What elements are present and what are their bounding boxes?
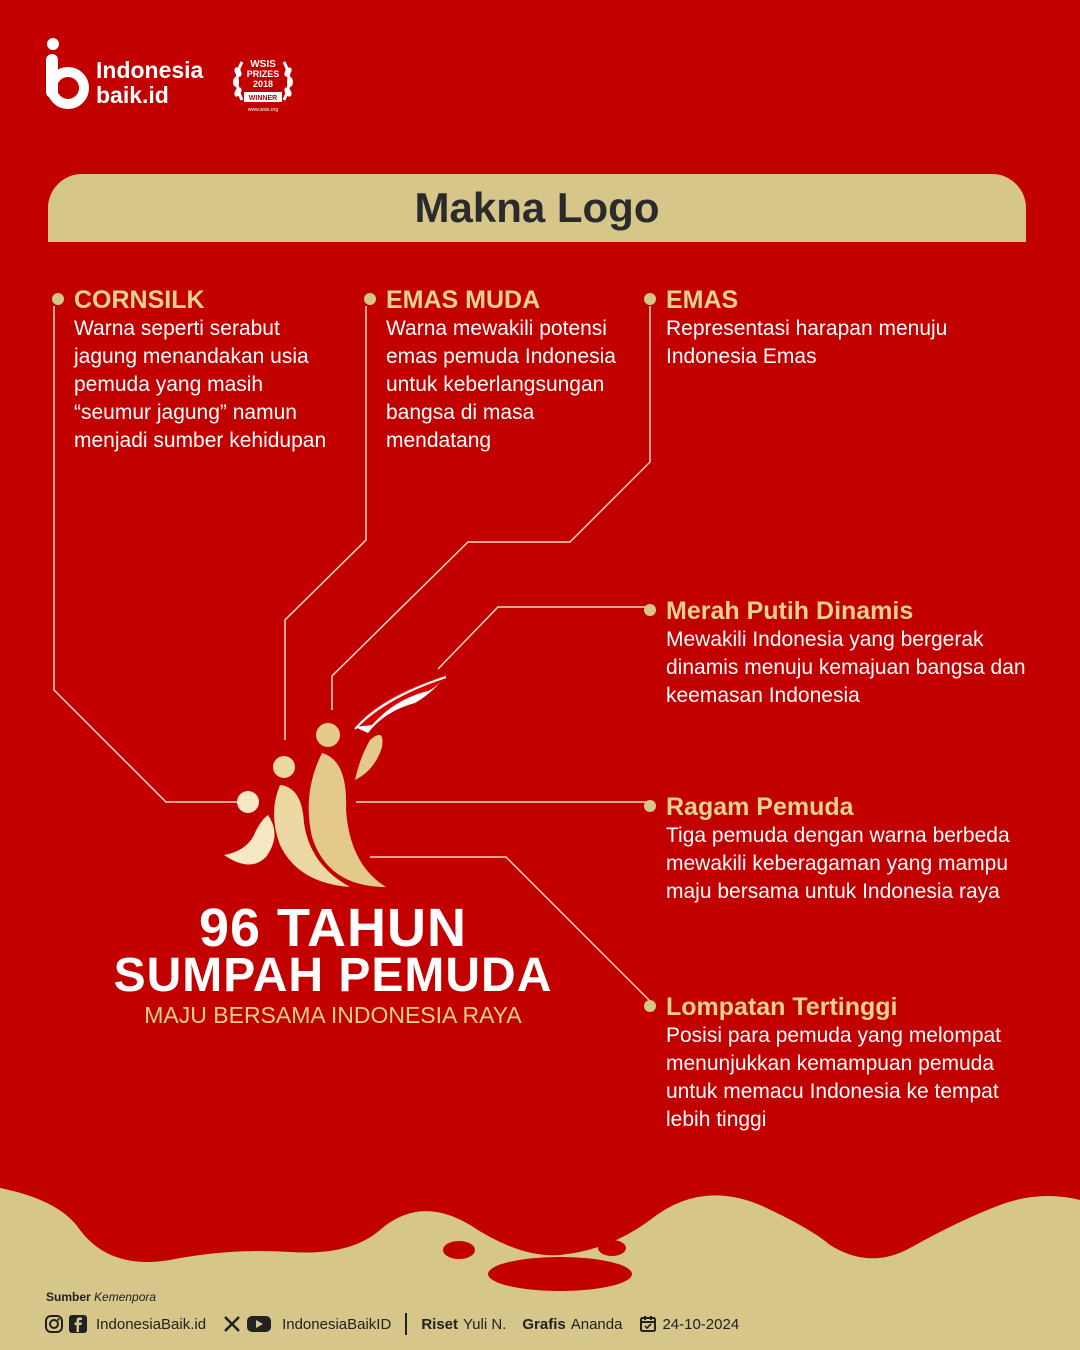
callout-heading: Merah Putih Dinamis (666, 597, 914, 625)
callout-heading: CORNSILK (74, 286, 205, 314)
callout-heading: EMAS MUDA (386, 286, 541, 314)
footer-blob-left (443, 1241, 475, 1259)
callout-ragam-pemuda (666, 792, 1056, 906)
footer-blob-center (488, 1257, 632, 1291)
publish-date: 24-10-2024 (662, 1315, 740, 1333)
head-cornsilk (237, 791, 259, 813)
instagram-icon[interactable] (44, 1314, 64, 1334)
riset-label: Riset (421, 1315, 458, 1333)
callout-cornsilk (74, 285, 334, 455)
logo-title-line1: 96 TAHUN (198, 898, 468, 958)
x-twitter-icon[interactable] (222, 1314, 242, 1334)
award-year-text: 2018 (252, 79, 274, 89)
grafis-value: Ananda (570, 1315, 623, 1333)
grafis-label: Grafis (522, 1315, 566, 1333)
brand-name-line1: Indonesia (96, 57, 204, 83)
page-title: Makna Logo (414, 184, 660, 231)
callout-body: Representasi harapan menuju Indonesia Emas (666, 317, 948, 368)
youtube-icon[interactable] (246, 1314, 272, 1334)
callout-merah-putih (666, 596, 1036, 710)
facebook-icon[interactable] (68, 1314, 88, 1334)
callout-body: Mewakili Indonesia yang bergerak dinamis menuju kemajuan bangsa dan keemasan Indonesia (666, 628, 1026, 707)
head-emas (316, 723, 340, 747)
award-wsis-text: WSIS (250, 59, 276, 70)
callout-heading: EMAS (666, 286, 739, 314)
brand-name-line2: baik.id (96, 82, 169, 108)
body-cornsilk (224, 815, 275, 865)
bullet-dot (364, 293, 376, 305)
callout-emas-muda (386, 285, 628, 455)
callout-lompatan (666, 992, 1046, 1134)
source-value: Kemenpora (94, 1290, 157, 1304)
bullet-dot (644, 800, 656, 812)
callout-body: Posisi para pemuda yang melompat menunjukkan kemampuan pemuda untuk memacu Indonesia ke tempat lebih tinggi (666, 1024, 1002, 1131)
social-handle-1[interactable]: IndonesiaBaik.id (96, 1315, 207, 1333)
callout-emas (666, 285, 996, 371)
award-winner-text: WINNER (248, 95, 278, 102)
callout-body: Tiga pemuda dengan warna berbeda mewakili keberagaman yang mampu maju bersama untuk Indonesia raya (666, 824, 1010, 903)
source-label: Sumber (46, 1290, 91, 1304)
logo-tagline: MAJU BERSAMA INDONESIA RAYA (144, 1002, 522, 1028)
arm-shape (355, 735, 383, 780)
bullet-dot (644, 293, 656, 305)
callout-heading: Lompatan Tertinggi (666, 993, 898, 1021)
award-prizes-text: PRIZES (246, 69, 280, 79)
sumpah-pemuda-logo-graphic (210, 665, 460, 895)
award-url-text: www.wsis.org (247, 107, 279, 113)
callout-body: Warna seperti serabut jagung menandakan usia pemuda yang masih “seumur jagung” namun menjadi sumber kehidupan (74, 317, 327, 452)
riset-value: Yuli N. (463, 1315, 507, 1333)
callout-heading: Ragam Pemuda (666, 793, 854, 821)
social-handle-2[interactable]: IndonesiaBaikID (282, 1315, 392, 1333)
logo-title-line2: SUMPAH PEMUDA (113, 949, 553, 1002)
bullet-dot (644, 604, 656, 616)
connector-merah-putih (438, 607, 650, 669)
footer-blob-right (598, 1240, 626, 1256)
head-emas-muda (273, 756, 295, 778)
calendar-icon (638, 1314, 658, 1334)
callout-body: Warna mewakili potensi emas pemuda Indonesia untuk keberlangsungan bangsa di masa mendatang (386, 317, 616, 452)
bullet-dot (52, 293, 64, 305)
footer-row (44, 1311, 739, 1337)
source-line (46, 1290, 156, 1304)
footer-separator (405, 1313, 407, 1335)
